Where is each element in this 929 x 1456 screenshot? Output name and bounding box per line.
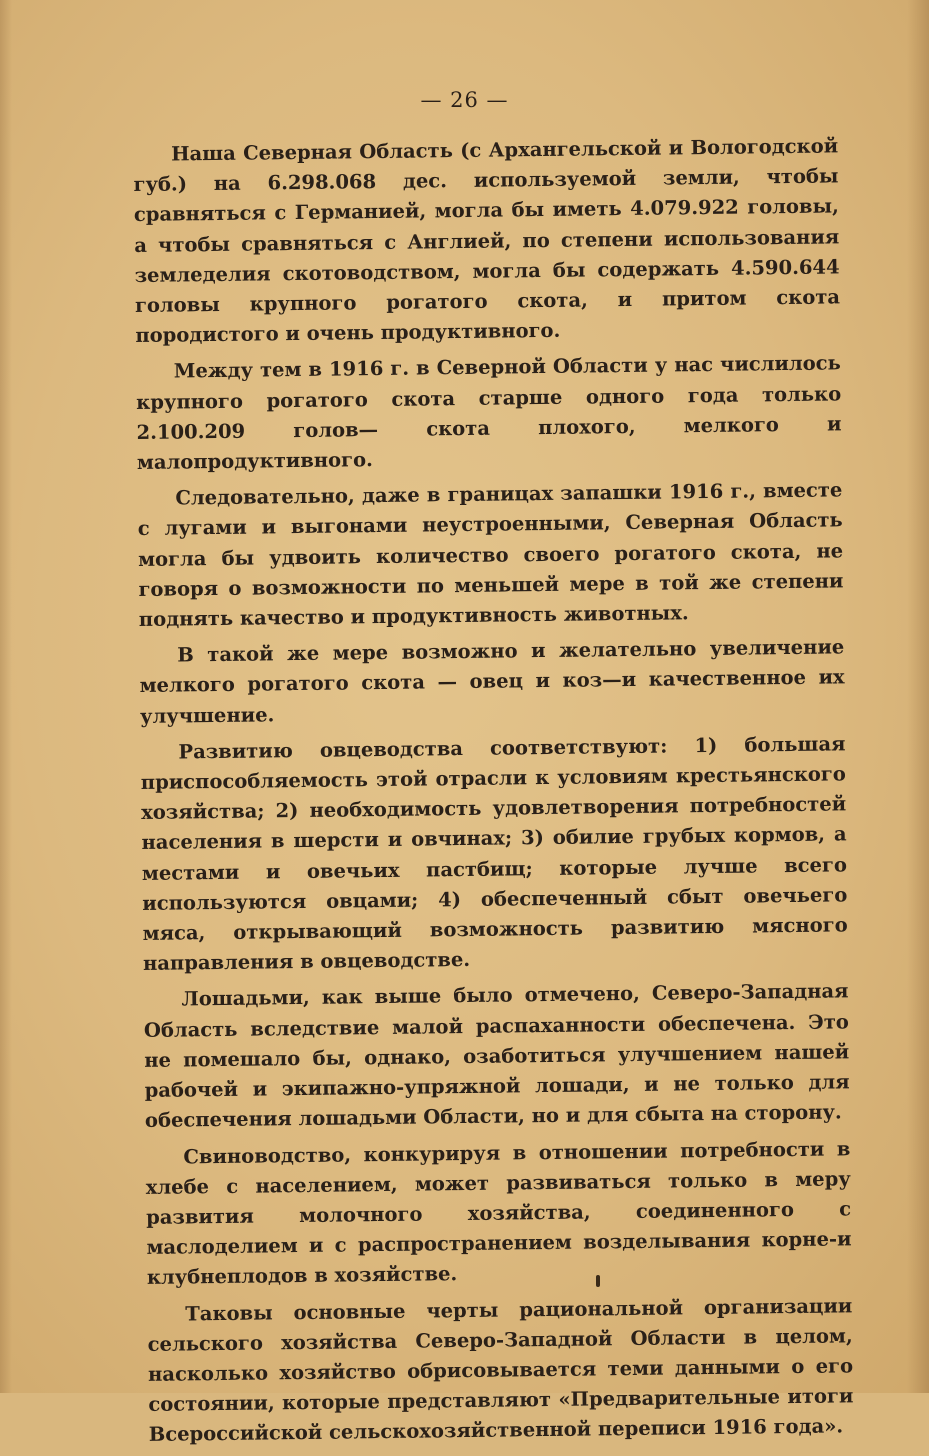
paragraph: Наша Северная Область (с Архангельской и Вологодской губ.) на 6.298.068 дес. используемой земли, чтобы сравняться с Германией, могла бы иметь 4.079.922 головы, а чтобы сравняться с Англией, по степени использования земледелия скотоводством, могла бы содержать 4.590.644 головы крупного рогатого скота, и притом скота породистого и очень продуктивного.	[133, 134, 841, 348]
page-number: — 26 —	[420, 88, 509, 112]
page-edge-left	[0, 0, 12, 1393]
paragraph: Между тем в 1916 г. в Северной Области у нас числилось крупного рогатого скота старше одного года только 2.100.209 голов— скота плохого, мелкого и малопродуктивного.	[136, 351, 842, 475]
body-text	[133, 131, 854, 1456]
paragraph: Следовательно, даже в границах запашки 1916 г., вместе с лугами и выгонами неустроенными, Северная Область могла бы удвоить количество своего рогатого скота, не говоря о возможности по меньшей мере в той же степени поднять качество и продуктивность животных.	[137, 478, 844, 632]
paragraph: Развитию овцеводства соответствуют: 1) большая приспособляемость этой отрасли к условиям крестьянского хозяйства; 2) необходимость удовлетворения потребностей населения в шерсти и овчинах; 3) обилие грубых кормов, а местами и овечьих пастбищ; которые лучше всего используются овцами; 4) обеспеченный сбыт овечьего мяса, открывающий возможность развитию мясного направления в овцеводстве.	[140, 732, 848, 976]
paragraph: Лошадьми, как выше было отмечено, Северо-Западная Область вследствие малой распаханности обеспечена. Это не помешало бы, однако, озаботиться улучшением нашей рабочей и экипажно-упряжной лошади, и не только для обеспечения лошадьми Области, но и для сбыта на сторону.	[143, 979, 850, 1133]
paragraph: Таковы основные черты рациональной организации сельского хозяйства Северо-Западной Области в целом, насколько хозяйство обрисовывается теми данными о его состоянии, которые представляют «Предварительные итоги Всероссийской сельскохозяйственной переписи 1916 года».	[147, 1293, 854, 1447]
paragraph: Свиноводство, конкурируя в отношении потребности в хлебе с населением, может развиваться только в меру развития молочного хозяйства, соединенного с маслоделием и с распространением возделывания корне-и клубнеплодов в хозяйстве.	[145, 1136, 852, 1290]
paragraph: В такой же мере возможно и желательно увеличение мелкого рогатого скота — овец и коз—и качественное их улучшение.	[139, 635, 845, 728]
ink-speck	[596, 1275, 600, 1287]
page-edge-right	[907, 0, 929, 1393]
